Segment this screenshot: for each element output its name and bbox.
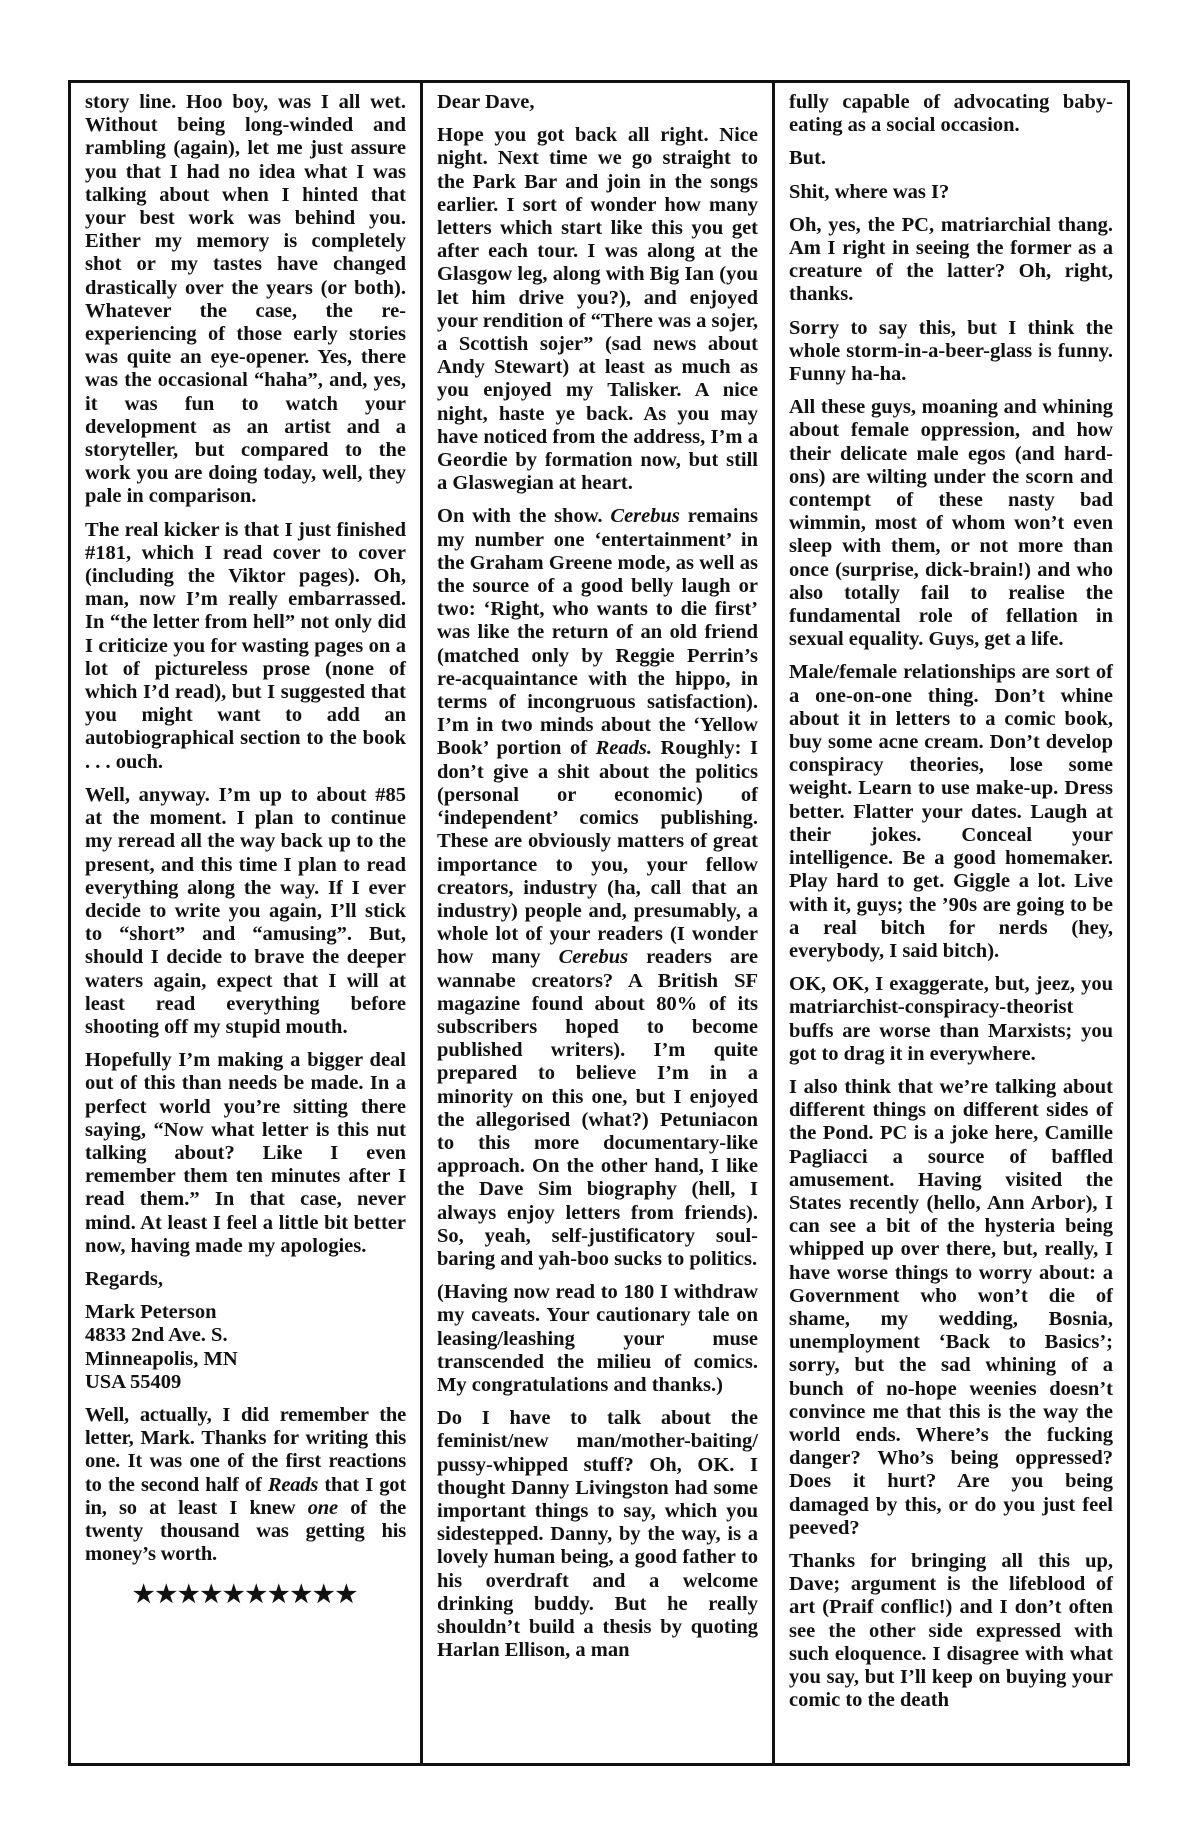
text-segment: Male/female relationships are sort of a one-on-one thing. Don’t whine about it in letters to a comic book, buy some acne cream. Don’t develop conspiracy theories, lose some weight. Learn to use make-up. Dress better. Flatter your dates. Laugh at their jokes. Conceal your intelligence. Be a good homemaker. Play hard to get. Giggle a lot. Live with it, guys; the ’90s are going to be a real bitch for nerds (hey, everybody, I said bitch).: [789, 661, 1113, 962]
column-3: [775, 83, 1127, 1763]
text-segment: is the way the world ends. Where’s the fucking danger? Who’s being oppressed? Does it hurt? Are you being damaged by this, or do you just feel peeved?: [789, 1400, 1113, 1539]
letter-paragraph: [789, 1550, 1113, 1712]
editor-reply: [85, 1404, 406, 1566]
text-segment: Do I have to talk about the feminist/new man/mother-baiting/ pussy-whipped stuff? Oh, OK. I thought Danny Livingston had some important things to say, which you sidestepped. Danny, by the way, is a lovely human being, a good father to his overdraft and a welcome drinking buddy. But he really shouldn’t build a thesis by quoting Harlan Ellison, a man: [437, 1407, 758, 1662]
text-segment: yeah: [484, 1224, 526, 1247]
text-segment: one: [307, 1496, 338, 1519]
letter-paragraph: [789, 147, 1113, 170]
text-segment: Dear Dave,: [437, 91, 535, 113]
letter-paragraph: [437, 91, 758, 114]
text-segment: The real kicker is that I just finished #181, which I read cover to cover (including the Viktor pages). Oh, man, now I’m really embarrassed. In “the letter from hell” not only did I criticize you for wasting pages on a lot of pictureless prose (none of which I’d read), but I suggested that you might want to add an autobiographical section to the book . . . ouch.: [85, 518, 406, 773]
text-segment: remains my number one ‘entertainment’ in the Graham Greene mode, as well as the source of a good belly laugh or two: ‘Right, who wants to die first’ was like the return of an old friend (matched only by Reggie Perrin’s re-acquaintance with the hippo, in terms of incongruous satisfaction). I’m in two minds about the ‘Yellow Book’ portion of: [437, 505, 758, 760]
text-segment: All these guys, moaning and whining about female oppression, and how their delicate male egos (and hard-ons) are wilting under the scorn and contempt of these nasty bad wimmin, most of whom won’t even sleep with them, or not more than once (surprise, dick-brain!) and who also totally fail to realise the fundamental role of fellation in sexual equality. Guys, get a life.: [789, 396, 1113, 651]
text-segment: I also think that we’re talking about different things on different sides of the Pond. PC is a joke here, Camille Pagliacci a source of baffled amusement. Having visited the States recently (hello, Ann Arbor), I can see a bit of the hysteria being whipped up over there, but, really, I have worse things to worry about: a Government who won’t die of shame, my wedding, Bosnia, unemployment ‘Back to Basics’; sorry, but the sad whining of a bunch of no-hope weenies doesn’t convince me that: [789, 1075, 1113, 1423]
letter-paragraph: [437, 1407, 758, 1662]
text-segment: (Having now read to 180 I withdraw my caveats. Your cautionary tale on leasing/leashing your muse transcended the milieu of comics. My congratulations and thanks.): [437, 1281, 758, 1396]
letter-paragraph: [789, 214, 1113, 307]
letter-paragraph: [85, 519, 406, 774]
text-segment: this: [948, 1400, 981, 1423]
letter-paragraph: [85, 1301, 406, 1394]
letter-paragraph: [85, 1049, 406, 1258]
text-segment: On with the show.: [437, 505, 611, 528]
text-segment: Shit, where was I?: [789, 180, 950, 203]
text-segment: Hope you got back all right. Nice night. Next time we go straight to the Park Bar and join in the songs earlier. I sort of wonder how many letters which start like this you get after each tour. I was along at the Glasgow leg, along with Big Ian (you let him drive you?), and enjoyed your rendition of “There was a sojer, a Scottish sojer” (sad news about Andy Stewart) at least as much as you enjoyed my Talisker. A nice night, haste ye back. As you may have noticed from the address, I’m a Geordie by formation now, but still a Glaswegian at heart.: [437, 124, 758, 495]
text-segment: to politics.: [662, 1247, 758, 1270]
text-segment: that I got in, so at least I knew: [85, 1473, 406, 1519]
letter-paragraph: [789, 91, 1113, 137]
letter-paragraph: [789, 181, 1113, 204]
letter-paragraph: [789, 661, 1113, 963]
letter-paragraph: [789, 1076, 1113, 1540]
text-segment: , self-justificatory soul-baring and: [437, 1224, 758, 1270]
text-segment: Cerebus: [610, 505, 680, 528]
letter-paragraph: [789, 317, 1113, 387]
letter-paragraph: [437, 1281, 758, 1397]
letter-paragraph: [789, 973, 1113, 1066]
text-segment: readers are wannabe creators? A British SF magazine found about 80% of its subscribers hoped to become published writers). I’m quite prepared to believe I’m in a minority on this one, but I enjoyed the allegorised (what?) Petuniacon to this more documentary-like approach. On the other hand, I like the Dave Sim biography (hell, I always enjoy letters from friends). So,: [437, 946, 758, 1247]
text-segment: Regards,: [85, 1267, 164, 1290]
letter-paragraph: [789, 396, 1113, 651]
letter-paragraph: [85, 1268, 406, 1291]
text-segment: Cerebus: [558, 946, 629, 969]
text-segment: Reads: [267, 1473, 319, 1496]
letter-paragraph: [85, 91, 406, 509]
text-segment: fully capable of advocating baby-eating as a social occasion.: [789, 91, 1113, 137]
text-segment: yah-boo sucks: [538, 1247, 663, 1270]
letter-paragraph: [437, 505, 758, 1271]
text-segment: Hopefully I’m making a bigger deal out of this than needs be made. In a perfect world you’re sitting there saying, “Now what letter is this nut talking about? Like I even remember them ten minutes after I read them.” In that case, never mind. At least I feel a little bit better now, having made my apologies.: [85, 1049, 406, 1257]
text-segment: Thanks for bringing all this up, Dave; argument is the lifeblood of art (Praif conflic!) and I don’t often see the other side expressed with such eloquence. I disagree with what you say, but I’ll keep on buying your comic to the death: [789, 1549, 1113, 1712]
text-segment: OK, OK, I exaggerate, but, jeez, you matriarchist-conspiracy-theorist buffs are worse than Marxists; you got to drag it in everywhere.: [789, 973, 1113, 1065]
text-segment: Oh, yes, the PC, matriarchial thang. Am I right in seeing the former as a creature of the latter? Oh, right, thanks.: [789, 213, 1113, 306]
text-segment: Roughly: I don’t give a shit about the politics (personal or economic) of ‘independent’ comics publishing. These are obviously matters of great importance to you, your fellow creators, industry (ha, call that an industry) people and, presumably, a whole lot of your readers (I wonder how many: [437, 737, 758, 969]
column-1: [71, 83, 423, 1763]
text-segment: of the twenty thousand was getting his money’s worth.: [85, 1496, 406, 1566]
text-segment: Sorry to say this, but I think the whole storm-in-a-beer-glass is funny. Funny ha-ha.: [789, 316, 1113, 386]
letter-paragraph: [85, 784, 406, 1039]
letter-paragraph: [437, 124, 758, 495]
text-segment: Well, anyway. I’m up to about #85 at the moment. I plan to continue my reread all the way back up to the present, and this time I plan to read everything along the way. If I ever decide to write you again, I’ll stick to “short” and “amusing”. But, should I decide to brave the deeper waters again, expect that I will at least read everything before shooting off my stupid mouth.: [85, 783, 406, 1038]
column-2: [423, 83, 775, 1763]
star-divider: ★★★★★★★★★★: [132, 1582, 359, 1609]
text-segment: Mark Peterson 4833 2nd Ave. S. Minneapolis, MN USA 55409: [85, 1301, 238, 1393]
letters-page-frame: [68, 80, 1130, 1766]
text-segment: Well, actually, I did remember the letter, Mark. Thanks for writing this one. It was one of the first reactions to the second half of: [85, 1403, 406, 1496]
text-segment: Reads.: [595, 737, 652, 760]
text-segment: story line. Hoo boy, was I all wet. Without being long-winded and rambling (again), let me just assure you that I had no idea what I was talking about when I hinted that your best work was behind you. Either my memory is completely shot or my tastes have changed drastically over the years (or both). Whatever the case, the re-experiencing of those early stories was quite an eye-opener. Yes, there was the occasional “haha”, and, yes, it was fun to watch your development as an artist and a storyteller, but compared to the work you are doing today, well, they pale in comparison.: [85, 91, 406, 508]
text-segment: But.: [789, 147, 827, 170]
